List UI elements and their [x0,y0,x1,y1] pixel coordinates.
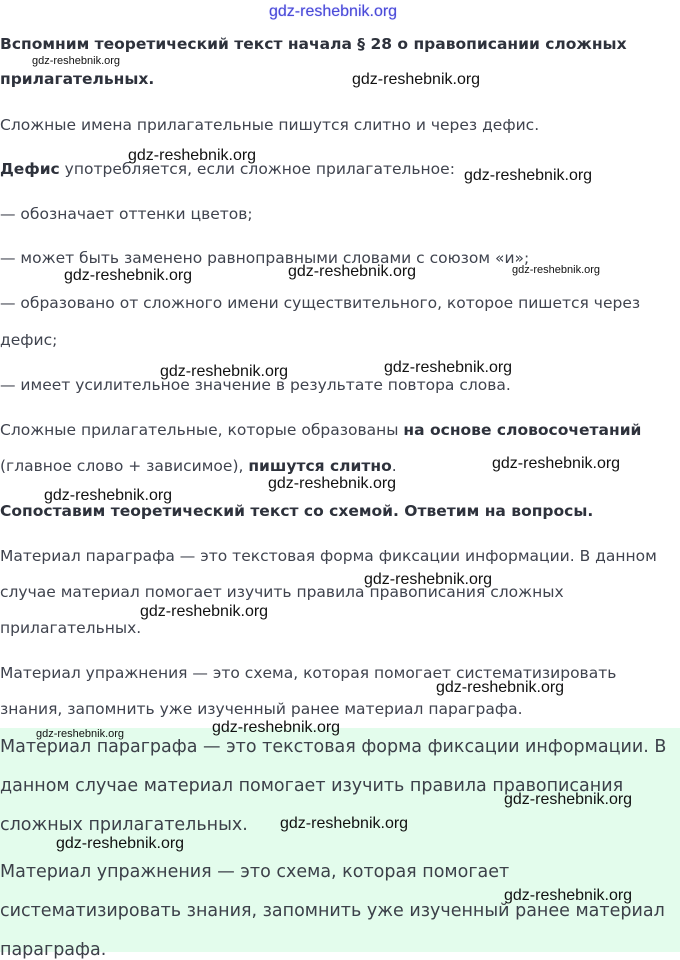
solid-rule-part2: (главное слово + зависимое), [0,457,249,475]
hyphen-rule-rest: употребляется, если сложное прилагательное: [59,160,455,178]
highlight-p1-line-2: данном случае материал помогает изучить правила правописания [0,776,624,796]
watermark: gdz-reshebnik.org [32,55,121,67]
watermark: gdz-reshebnik.org [436,679,565,696]
compare-heading: Сопоставим теоретический текст со схемой. Ответим на вопросы. [0,502,594,520]
watermark: gdz-reshebnik.org [160,363,289,380]
hyphen-case-3b: дефис; [0,331,58,349]
watermark: gdz-reshebnik.org [36,728,125,740]
watermark: gdz-reshebnik.org [140,603,269,620]
solid-rule-end: . [391,457,397,475]
solid-rule-line-2 [0,457,397,475]
answer2-line-1: Материал упражнения — это схема, которая помогает систематизировать [0,664,617,682]
watermark: gdz-reshebnik.org [128,147,257,164]
solid-rule-part1: Сложные прилагательные, которые образованы [0,421,404,439]
hyphen-case-3a: — образовано от сложного имени существительного, которое пишется через [0,294,641,312]
solid-rule-line-1 [0,421,641,439]
watermark: gdz-reshebnik.org [212,719,341,736]
intro-line-2: прилагательных. [0,70,155,88]
answer1-line-3: прилагательных. [0,619,142,637]
highlight-p2-line-1: Материал упражнения — это схема, которая помогает [0,862,510,882]
answer2-line-2: знания, запомнить уже изученный ранее материал параграфа. [0,700,523,718]
watermark: gdz-reshebnik.org [464,167,593,184]
hyphen-case-1: — обозначает оттенки цветов; [0,205,253,223]
watermark: gdz-reshebnik.org [56,835,185,852]
watermark: gdz-reshebnik.org [44,487,173,504]
watermark: gdz-reshebnik.org [512,264,601,276]
watermark: gdz-reshebnik.org [364,571,493,588]
answer1-line-1: Материал параграфа — это текстовая форма фиксации информации. В данном [0,547,657,565]
solid-rule-bold1: на основе словосочетаний [403,421,642,439]
highlight-p2-line-3: параграфа. [0,940,107,960]
watermark: gdz-reshebnik.org [504,887,633,904]
solid-rule-bold2: пишутся слитно [248,457,392,475]
highlight-p1-line-3: сложных прилагательных. [0,815,248,835]
hyphen-case-2: — может быть заменено равноправными словами с союзом «и»; [0,249,530,267]
watermark: gdz-reshebnik.org [384,359,513,376]
top-watermark: gdz-reshebnik.org [269,3,398,20]
watermark: gdz-reshebnik.org [352,71,481,88]
answer1-line-2: случае материал помогает изучить правила правописания сложных [0,583,564,601]
watermark: gdz-reshebnik.org [268,475,397,492]
watermark: gdz-reshebnik.org [280,815,409,832]
watermark: gdz-reshebnik.org [64,267,193,284]
watermark: gdz-reshebnik.org [504,791,633,808]
hyphen-case-4: — имеет усилительное значение в результате повтора слова. [0,376,511,394]
intro-line-1: Вспомним теоретический текст начала § 28 о правописании сложных [0,35,627,53]
watermark: gdz-reshebnik.org [288,263,417,280]
hyphen-rule-bold: Дефис [0,160,60,178]
rule-main: Сложные имена прилагательные пишутся слитно и через дефис. [0,116,540,134]
highlight-p1-line-1: Материал параграфа — это текстовая форма фиксации информации. В [0,737,667,757]
watermark: gdz-reshebnik.org [492,455,621,472]
highlight-p2-line-2: систематизировать знания, запомнить уже изученный ранее материал [0,901,665,921]
